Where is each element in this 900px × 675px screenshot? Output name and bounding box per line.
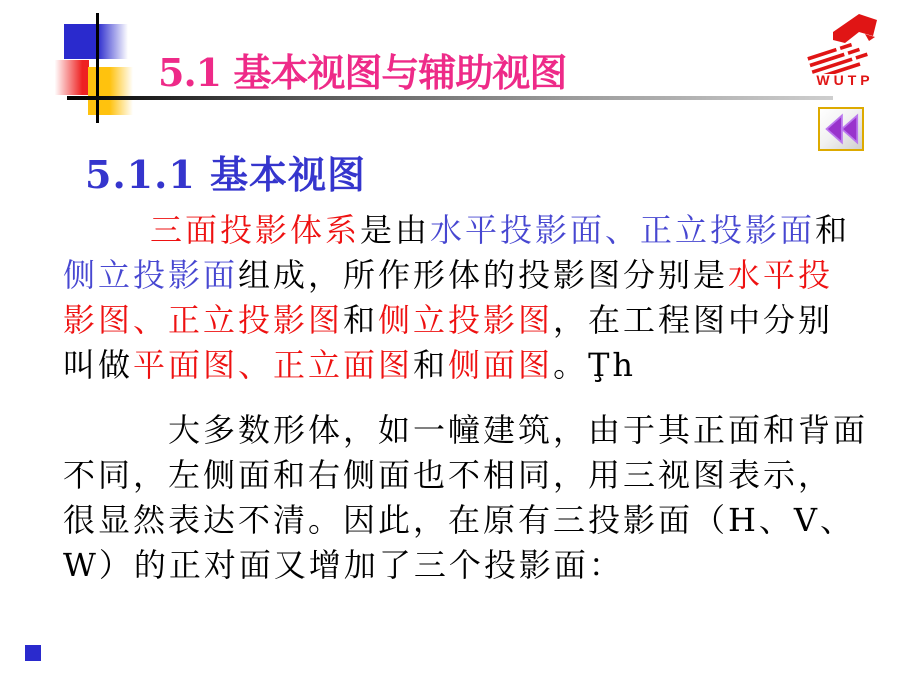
text-segment: 和 [413,346,449,384]
decoration-red-square [55,60,89,95]
text-line [168,410,868,450]
text-segment: 和 [815,211,851,249]
text-segment: 侧立投影面 [63,256,239,294]
text-line [63,545,624,585]
text-segment: 大多数形体，如一幢建筑，由于其正面和背面 [168,411,869,449]
text-segment: 水平投影面、正立投影面 [430,211,816,249]
rewind-icon [821,111,861,147]
text-line [63,300,833,340]
text-line [63,345,636,385]
text-segment: ，在工程图中分别 [553,301,834,339]
text-segment: 侧立投影图 [378,301,554,339]
text-segment: 叫做 [63,346,134,384]
text-segment: 和 [343,301,379,339]
text-segment: 三面投影体系 [150,211,361,249]
text-segment: 是由 [360,211,431,249]
text-line [150,210,850,250]
text-line [63,455,833,495]
text-segment: 不同，左侧面和右侧面也不相同，用三视图表示， [63,456,834,494]
text-segment: 组成，所作形体的投影图分别是 [238,256,729,294]
vertical-rule [96,13,99,123]
text-segment: W）的正对面又增加了三个投影面： [63,546,624,584]
decoration-bottom-blue-square [25,645,41,661]
text-line [63,255,833,295]
text-segment: 水平投 [728,256,834,294]
text-segment: 侧面图 [448,346,554,384]
text-line [63,500,855,540]
text-segment: 影图、正立投影图 [63,301,344,339]
text-segment: 。Ţh [553,346,637,384]
text-segment: 很显然表达不清。因此，在原有三投影面（H、V、 [63,501,856,539]
red-flag-logo-icon [803,10,887,74]
text-segment: 平面图、正立面图 [133,346,414,384]
slide-title: 5.1 基本视图与辅助视图 [158,50,567,95]
wutp-logo-text: WUTP [816,72,874,88]
decoration-yellow-square [88,67,133,115]
rewind-button[interactable] [818,107,864,151]
section-heading: 5.1.1 基本视图 [85,152,367,197]
wutp-logo [800,10,890,94]
